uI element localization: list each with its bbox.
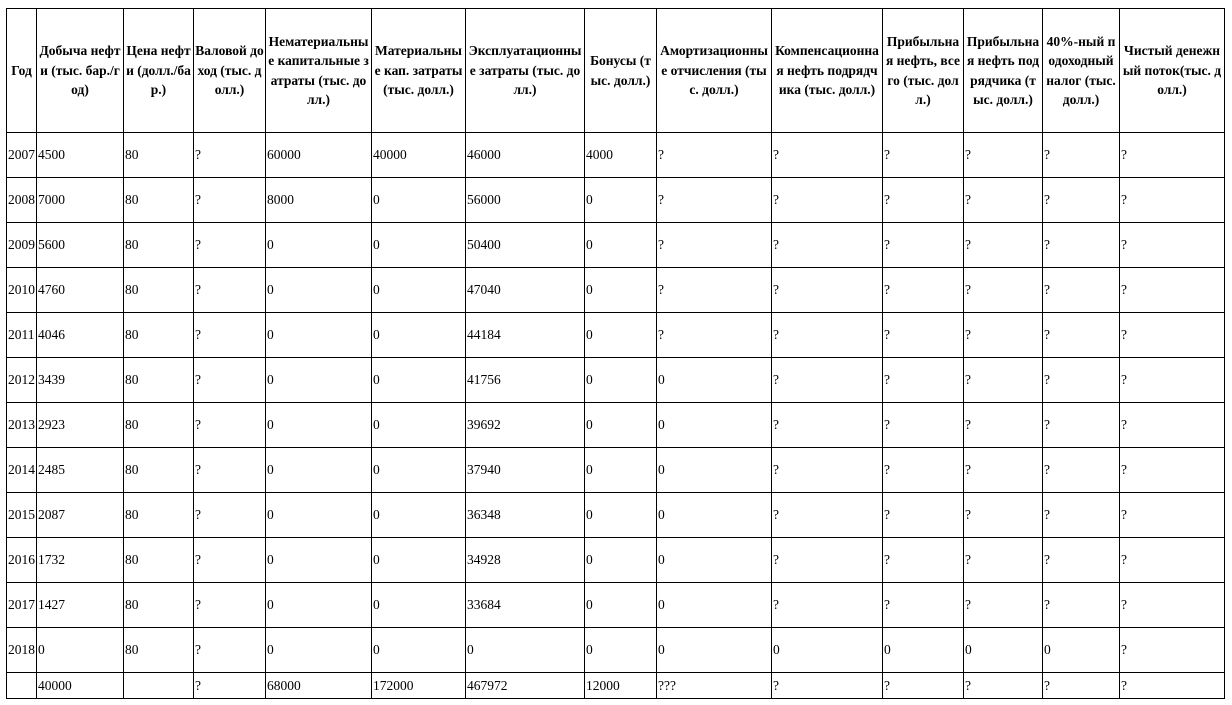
table-cell-contractor-profit-oil: ?	[964, 403, 1043, 448]
header-tangible-capex: Материальные кап. затраты (тыс. долл.)	[372, 9, 466, 133]
table-cell-contractor-profit-oil: ?	[964, 268, 1043, 313]
table-cell-year: 2009	[7, 223, 37, 268]
header-intangible-capex: Нематериальные капитальные затраты (тыс. долл.)	[266, 9, 372, 133]
table-cell-year: 2018	[7, 628, 37, 673]
header-year: Год	[7, 9, 37, 133]
table-cell-contractor-cost-oil: ?	[772, 223, 883, 268]
table-cell-intangible-capex: 0	[266, 223, 372, 268]
table-cell-bonuses: 0	[585, 268, 657, 313]
table-cell-oil-production: 2087	[37, 493, 124, 538]
total-cell-net-cash-flow: ?	[1120, 673, 1225, 699]
table-cell-profit-oil-total: ?	[883, 448, 964, 493]
table-cell-tangible-capex: 0	[372, 493, 466, 538]
table-cell-intangible-capex: 0	[266, 628, 372, 673]
header-bonuses: Бонусы (тыс. долл.)	[585, 9, 657, 133]
table-cell-net-cash-flow: ?	[1120, 628, 1225, 673]
table-cell-contractor-profit-oil: ?	[964, 538, 1043, 583]
table-cell-oil-price: 80	[124, 448, 194, 493]
table-cell-gross-revenue: ?	[194, 538, 266, 583]
table-cell-year: 2014	[7, 448, 37, 493]
oil-economics-table	[6, 8, 1225, 699]
table-cell-profit-oil-total: ?	[883, 313, 964, 358]
table-cell-oil-price: 80	[124, 538, 194, 583]
table-cell-intangible-capex: 0	[266, 493, 372, 538]
table-cell-contractor-profit-oil: ?	[964, 583, 1043, 628]
total-cell-contractor-cost-oil: ?	[772, 673, 883, 699]
table-cell-gross-revenue: ?	[194, 133, 266, 178]
total-cell-profit-oil-total: ?	[883, 673, 964, 699]
table-cell-gross-revenue: ?	[194, 628, 266, 673]
table-cell-oil-price: 80	[124, 268, 194, 313]
table-cell-tangible-capex: 40000	[372, 133, 466, 178]
table-cell-year: 2011	[7, 313, 37, 358]
table-cell-net-cash-flow: ?	[1120, 268, 1225, 313]
table-cell-tangible-capex: 0	[372, 358, 466, 403]
table-cell-tangible-capex: 0	[372, 448, 466, 493]
table-cell-year: 2015	[7, 493, 37, 538]
table-cell-gross-revenue: ?	[194, 403, 266, 448]
table-cell-depreciation: ?	[657, 178, 772, 223]
table-cell-intangible-capex: 0	[266, 358, 372, 403]
table-cell-contractor-cost-oil: ?	[772, 133, 883, 178]
table-row	[7, 313, 1225, 358]
table-cell-profit-oil-total: 0	[883, 628, 964, 673]
table-cell-depreciation: 0	[657, 583, 772, 628]
table-cell-depreciation: 0	[657, 403, 772, 448]
table-cell-depreciation: 0	[657, 448, 772, 493]
table-cell-oil-production: 2923	[37, 403, 124, 448]
table-cell-oil-price: 80	[124, 313, 194, 358]
table-cell-tangible-capex: 0	[372, 538, 466, 583]
table-row	[7, 448, 1225, 493]
table-cell-oil-production: 7000	[37, 178, 124, 223]
table-cell-operating-costs: 41756	[466, 358, 585, 403]
table-cell-intangible-capex: 0	[266, 448, 372, 493]
table-cell-year: 2007	[7, 133, 37, 178]
total-cell-income-tax-40: ?	[1043, 673, 1120, 699]
header-profit-oil-total: Прибыльная нефть, всего (тыс. долл.)	[883, 9, 964, 133]
table-cell-operating-costs: 0	[466, 628, 585, 673]
table-cell-income-tax-40: ?	[1043, 493, 1120, 538]
table-cell-contractor-cost-oil: ?	[772, 178, 883, 223]
table-cell-operating-costs: 36348	[466, 493, 585, 538]
table-cell-contractor-profit-oil: ?	[964, 358, 1043, 403]
total-cell-contractor-profit-oil: ?	[964, 673, 1043, 699]
table-cell-income-tax-40: ?	[1043, 448, 1120, 493]
table-cell-income-tax-40: ?	[1043, 268, 1120, 313]
table-cell-net-cash-flow: ?	[1120, 133, 1225, 178]
table-cell-profit-oil-total: ?	[883, 268, 964, 313]
table-cell-operating-costs: 37940	[466, 448, 585, 493]
table-row	[7, 358, 1225, 403]
total-cell-operating-costs: 467972	[466, 673, 585, 699]
table-cell-oil-production: 1427	[37, 583, 124, 628]
table-cell-intangible-capex: 0	[266, 268, 372, 313]
table-cell-oil-production: 4500	[37, 133, 124, 178]
table-cell-intangible-capex: 8000	[266, 178, 372, 223]
table-cell-bonuses: 0	[585, 358, 657, 403]
table-cell-depreciation: 0	[657, 358, 772, 403]
table-cell-operating-costs: 44184	[466, 313, 585, 358]
table-row	[7, 538, 1225, 583]
table-cell-depreciation: ?	[657, 223, 772, 268]
header-contractor-profit-oil: Прибыльная нефть подрядчика (тыс. долл.)	[964, 9, 1043, 133]
table-cell-profit-oil-total: ?	[883, 223, 964, 268]
table-cell-tangible-capex: 0	[372, 223, 466, 268]
table-cell-gross-revenue: ?	[194, 358, 266, 403]
table-cell-intangible-capex: 0	[266, 583, 372, 628]
table-cell-oil-production: 1732	[37, 538, 124, 583]
table-cell-oil-production: 4760	[37, 268, 124, 313]
table-cell-income-tax-40: ?	[1043, 313, 1120, 358]
table-cell-oil-production: 0	[37, 628, 124, 673]
table-cell-intangible-capex: 0	[266, 403, 372, 448]
table-cell-contractor-cost-oil: ?	[772, 448, 883, 493]
header-contractor-cost-oil: Компенсационная нефть подрядчика (тыс. долл.)	[772, 9, 883, 133]
table-cell-income-tax-40: ?	[1043, 133, 1120, 178]
table-cell-bonuses: 4000	[585, 133, 657, 178]
table-cell-year: 2016	[7, 538, 37, 583]
header-oil-production: Добыча нефти (тыс. бар./год)	[37, 9, 124, 133]
table-cell-oil-price: 80	[124, 493, 194, 538]
total-cell-bonuses: 12000	[585, 673, 657, 699]
table-cell-bonuses: 0	[585, 583, 657, 628]
total-cell-depreciation: ???	[657, 673, 772, 699]
table-cell-oil-price: 80	[124, 403, 194, 448]
table-cell-bonuses: 0	[585, 493, 657, 538]
total-cell-year	[7, 673, 37, 699]
table-cell-income-tax-40: 0	[1043, 628, 1120, 673]
table-cell-profit-oil-total: ?	[883, 178, 964, 223]
table-cell-income-tax-40: ?	[1043, 403, 1120, 448]
table-cell-oil-production: 2485	[37, 448, 124, 493]
table-cell-bonuses: 0	[585, 538, 657, 583]
table-cell-contractor-profit-oil: ?	[964, 313, 1043, 358]
table-cell-contractor-profit-oil: ?	[964, 448, 1043, 493]
table-cell-net-cash-flow: ?	[1120, 313, 1225, 358]
table-cell-bonuses: 0	[585, 178, 657, 223]
table-cell-year: 2013	[7, 403, 37, 448]
table-cell-profit-oil-total: ?	[883, 493, 964, 538]
table-cell-tangible-capex: 0	[372, 313, 466, 358]
table-cell-bonuses: 0	[585, 403, 657, 448]
table-cell-bonuses: 0	[585, 448, 657, 493]
table-cell-tangible-capex: 0	[372, 178, 466, 223]
table-row	[7, 403, 1225, 448]
table-cell-contractor-profit-oil: ?	[964, 493, 1043, 538]
table-cell-net-cash-flow: ?	[1120, 583, 1225, 628]
table-cell-gross-revenue: ?	[194, 313, 266, 358]
table-cell-tangible-capex: 0	[372, 403, 466, 448]
table-cell-depreciation: 0	[657, 493, 772, 538]
table-cell-oil-price: 80	[124, 178, 194, 223]
table-cell-intangible-capex: 0	[266, 538, 372, 583]
table-cell-net-cash-flow: ?	[1120, 358, 1225, 403]
table-cell-oil-price: 80	[124, 583, 194, 628]
header-row	[7, 9, 1225, 133]
table-cell-gross-revenue: ?	[194, 493, 266, 538]
header-gross-revenue: Валовой доход (тыс. долл.)	[194, 9, 266, 133]
table-cell-contractor-profit-oil: 0	[964, 628, 1043, 673]
table-cell-contractor-cost-oil: ?	[772, 493, 883, 538]
table-row	[7, 178, 1225, 223]
table-cell-year: 2012	[7, 358, 37, 403]
table-cell-contractor-cost-oil: ?	[772, 358, 883, 403]
table-cell-profit-oil-total: ?	[883, 133, 964, 178]
table-cell-bonuses: 0	[585, 313, 657, 358]
table-row	[7, 583, 1225, 628]
table-cell-operating-costs: 47040	[466, 268, 585, 313]
table-container	[6, 8, 1225, 699]
table-cell-depreciation: ?	[657, 133, 772, 178]
table-cell-contractor-profit-oil: ?	[964, 133, 1043, 178]
table-cell-profit-oil-total: ?	[883, 358, 964, 403]
table-cell-bonuses: 0	[585, 628, 657, 673]
table-row	[7, 133, 1225, 178]
table-cell-income-tax-40: ?	[1043, 178, 1120, 223]
table-cell-oil-price: 80	[124, 223, 194, 268]
table-cell-year: 2010	[7, 268, 37, 313]
table-cell-income-tax-40: ?	[1043, 358, 1120, 403]
table-cell-operating-costs: 46000	[466, 133, 585, 178]
total-cell-intangible-capex: 68000	[266, 673, 372, 699]
table-cell-depreciation: 0	[657, 628, 772, 673]
table-cell-net-cash-flow: ?	[1120, 223, 1225, 268]
table-row	[7, 493, 1225, 538]
table-cell-contractor-cost-oil: ?	[772, 538, 883, 583]
table-cell-profit-oil-total: ?	[883, 403, 964, 448]
table-cell-net-cash-flow: ?	[1120, 178, 1225, 223]
table-cell-income-tax-40: ?	[1043, 538, 1120, 583]
total-cell-oil-production: 40000	[37, 673, 124, 699]
header-net-cash-flow: Чистый денежный поток(тыс. долл.)	[1120, 9, 1225, 133]
header-oil-price: Цена нефти (долл./бар.)	[124, 9, 194, 133]
table-cell-net-cash-flow: ?	[1120, 538, 1225, 583]
table-cell-contractor-cost-oil: ?	[772, 403, 883, 448]
table-cell-depreciation: 0	[657, 538, 772, 583]
table-cell-income-tax-40: ?	[1043, 223, 1120, 268]
table-cell-tangible-capex: 0	[372, 583, 466, 628]
header-income-tax-40: 40%-ный подоходный налог (тыс. долл.)	[1043, 9, 1120, 133]
table-row	[7, 223, 1225, 268]
table-cell-contractor-cost-oil: 0	[772, 628, 883, 673]
table-cell-gross-revenue: ?	[194, 448, 266, 493]
table-cell-contractor-profit-oil: ?	[964, 178, 1043, 223]
table-cell-depreciation: ?	[657, 313, 772, 358]
table-cell-gross-revenue: ?	[194, 223, 266, 268]
table-cell-oil-production: 3439	[37, 358, 124, 403]
table-cell-operating-costs: 50400	[466, 223, 585, 268]
table-cell-depreciation: ?	[657, 268, 772, 313]
table-cell-operating-costs: 34928	[466, 538, 585, 583]
table-cell-year: 2008	[7, 178, 37, 223]
header-depreciation: Амортизационные отчисления (тыс. долл.)	[657, 9, 772, 133]
table-cell-contractor-profit-oil: ?	[964, 223, 1043, 268]
table-cell-oil-price: 80	[124, 133, 194, 178]
table-cell-net-cash-flow: ?	[1120, 403, 1225, 448]
table-cell-net-cash-flow: ?	[1120, 448, 1225, 493]
table-cell-net-cash-flow: ?	[1120, 493, 1225, 538]
table-cell-gross-revenue: ?	[194, 178, 266, 223]
table-cell-tangible-capex: 0	[372, 628, 466, 673]
table-cell-operating-costs: 39692	[466, 403, 585, 448]
table-cell-profit-oil-total: ?	[883, 583, 964, 628]
table-row	[7, 268, 1225, 313]
table-cell-gross-revenue: ?	[194, 268, 266, 313]
table-row	[7, 628, 1225, 673]
header-operating-costs: Эксплуатационные затраты (тыс. долл.)	[466, 9, 585, 133]
total-cell-tangible-capex: 172000	[372, 673, 466, 699]
table-cell-contractor-cost-oil: ?	[772, 313, 883, 358]
table-cell-tangible-capex: 0	[372, 268, 466, 313]
table-cell-bonuses: 0	[585, 223, 657, 268]
table-cell-oil-production: 5600	[37, 223, 124, 268]
table-cell-contractor-cost-oil: ?	[772, 268, 883, 313]
table-cell-income-tax-40: ?	[1043, 583, 1120, 628]
table-cell-intangible-capex: 60000	[266, 133, 372, 178]
table-cell-oil-price: 80	[124, 628, 194, 673]
table-cell-intangible-capex: 0	[266, 313, 372, 358]
table-cell-profit-oil-total: ?	[883, 538, 964, 583]
table-cell-gross-revenue: ?	[194, 583, 266, 628]
table-cell-oil-price: 80	[124, 358, 194, 403]
total-cell-gross-revenue: ?	[194, 673, 266, 699]
table-cell-oil-production: 4046	[37, 313, 124, 358]
table-cell-operating-costs: 56000	[466, 178, 585, 223]
table-cell-operating-costs: 33684	[466, 583, 585, 628]
total-cell-oil-price	[124, 673, 194, 699]
table-cell-contractor-cost-oil: ?	[772, 583, 883, 628]
table-cell-year: 2017	[7, 583, 37, 628]
total-row	[7, 673, 1225, 699]
